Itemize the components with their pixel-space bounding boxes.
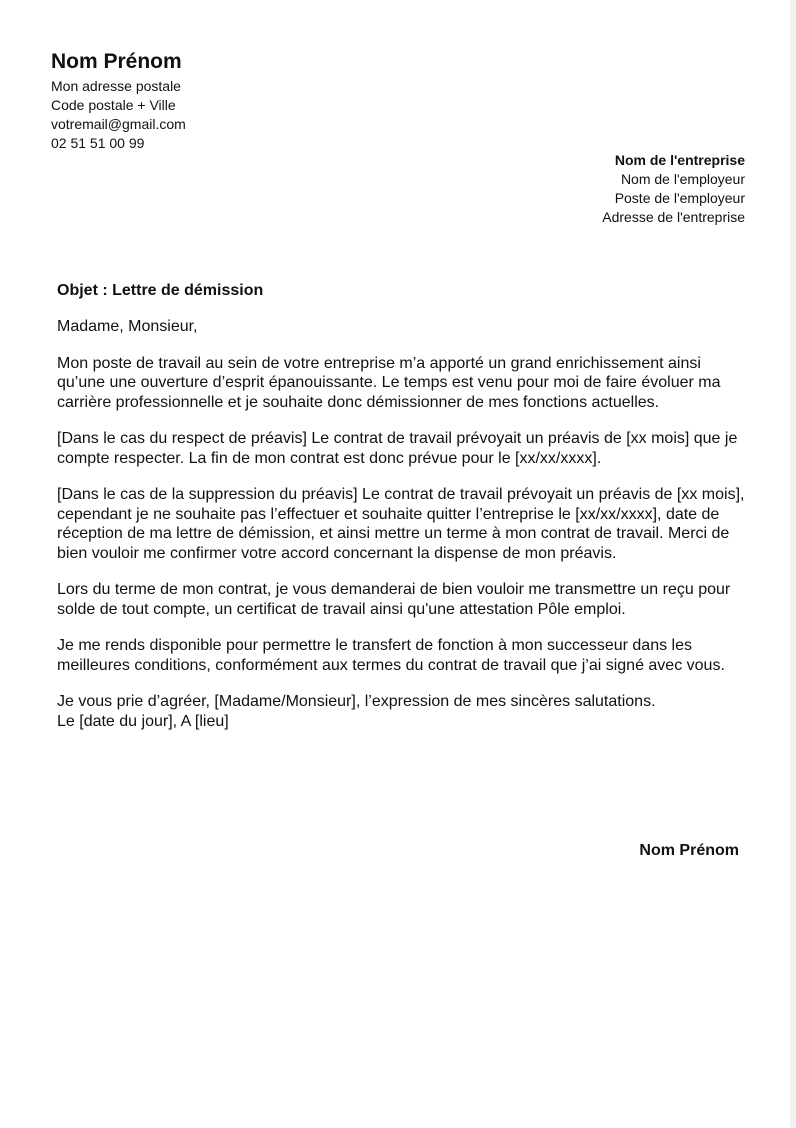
date-place: Le [date du jour], A [lieu] [57,712,229,730]
letter-paragraph: Mon poste de travail au sein de votre entreprise m’a apporté un grand enrichissement ainsi qu’une une ouverture d’esprit épanouissante. Le temps est venu pour moi de faire évoluer ma carrière professionnelle et je souhaite donc démissionner de mes fonctions actuelles. [57,354,721,411]
sender-phone: 02 51 51 00 99 [51,135,145,151]
closing-formula: Je vous prie d’agréer, [Madame/Monsieur], l’expression de mes sincères salutations. [57,693,656,710]
letter-closing [57,692,747,731]
recipient-employer-name: Nom de l'employeur [620,171,745,187]
recipient-employer-position: Poste de l'employeur [614,190,745,206]
sender-address: Mon adresse postale [51,78,181,94]
sender-email: votremail@gmail.com [51,116,186,132]
page-edge-divider [790,0,796,1128]
sender-city: Code postale + Ville [51,97,176,113]
letter-subject: Objet : Lettre de démission [57,282,264,299]
sender-name: Nom Prénom [51,50,182,73]
letter-paragraph: Je me rends disponible pour permettre le transfert de fonction à mon successeur dans les meilleures conditions, conformément aux termes du contrat de travail que j’ai signé avec vous. [57,637,725,674]
recipient-company: Nom de l'entreprise [614,152,745,168]
signature-name: Nom Prénom [639,842,739,859]
sender-block [51,48,371,153]
letter-body [57,281,747,731]
letter-paragraph: [Dans le cas de la suppression du préavis] Le contrat de travail prévoyait un préavis de [xx mois], cependant je ne souhaite pas l’effectuer et souhaite quitter l’entreprise le [xx/xx/xxxx], date de réception de ma lettre de démission, et ainsi mettre un terme à mon contrat de travail. Merci de bien vouloir me confirmer votre accord concernant la dispense de mon préavis. [57,486,745,562]
recipient-block [425,151,745,227]
letter-salutation: Madame, Monsieur, [57,318,198,335]
letter-paragraph: [Dans le cas du respect de préavis] Le contrat de travail prévoyait un préavis de [xx mois] que je compte respecter. La fin de mon contrat est donc prévue pour le [xx/xx/xxxx]. [57,430,738,467]
recipient-company-address: Adresse de l'entreprise [602,209,745,225]
letter-paragraph: Lors du terme de mon contrat, je vous demanderai de bien vouloir me transmettre un reçu pour solde de tout compte, un certificat de travail ainsi qu'une attestation Pôle emploi. [57,581,731,618]
